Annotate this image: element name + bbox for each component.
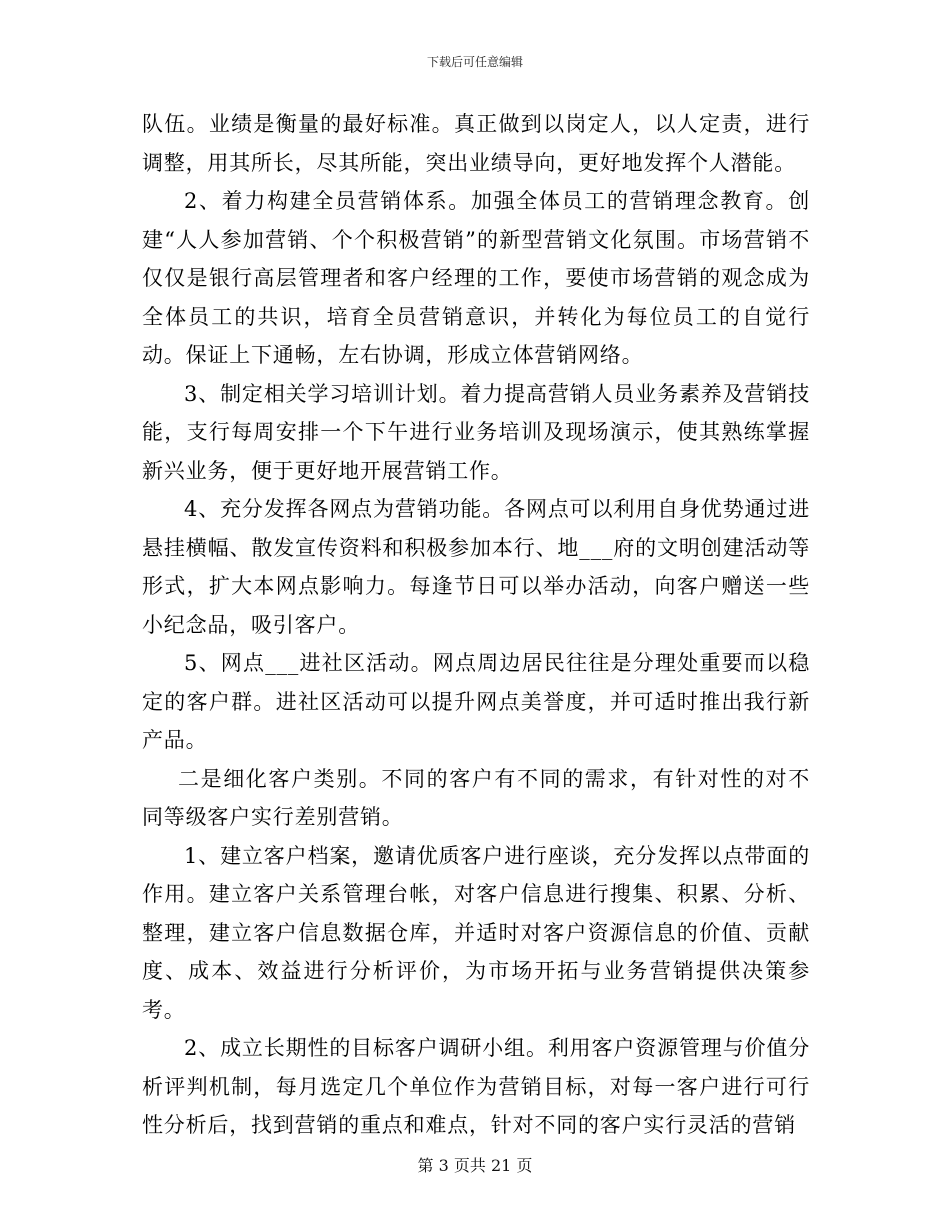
paragraph-4: 4、充分发挥各网点为营销功能。各网点可以利用自身优势通过进悬挂横幅、散发宣传资料和积极参加本行、地___府的文明创建活动等形式，扩大本网点影响力。每逢节日可以举办活动，向客户赠送一些小纪念品，吸引客户。 bbox=[142, 497, 810, 637]
paragraph-3: 3、制定相关学习培训计划。着力提高营销人员业务素养及营销技能，支行每周安排一个下午进行业务培训及现场演示，使其熟练掌握新兴业务，便于更好地开展营销工作。 bbox=[142, 381, 810, 483]
paragraph-6: 二是细化客户类别。不同的客户有不同的需求，有针对性的对不同等级客户实行差别营销。 bbox=[142, 766, 810, 829]
paragraph-8: 2、成立长期性的目标客户调研小组。利用客户资源管理与价值分析评判机制，每月选定几个单位作为营销目标，对每一客户进行可行性分析后，找到营销的重点和难点，针对不同的客户实行灵活的营销 bbox=[142, 1036, 810, 1137]
page-footer: 第 3 页共 21 页 bbox=[417, 1156, 533, 1175]
paragraph-1: 队伍。业绩是衡量的最好标准。真正做到以岗定人，以人定责，进行调整，用其所长，尽其所能，突出业绩导向，更好地发挥个人潜能。 bbox=[142, 112, 810, 175]
document-body bbox=[142, 105, 810, 1145]
paragraph-5: 5、网点___进社区活动。网点周边居民往往是分理处重要而以稳定的客户群。进社区活动可以提升网点美誉度，并可适时推出我行新产品。 bbox=[142, 651, 810, 752]
page-header: 下载后可任意编辑 bbox=[426, 55, 523, 69]
paragraph-7: 1、建立客户档案，邀请优质客户进行座谈，充分发挥以点带面的作用。建立客户关系管理台帐，对客户信息进行搜集、积累、分析、整理，建立客户信息数据仓库，并适时对客户资源信息的价值、贡献度、成本、效益进行分析评价，为市场开拓与业务营销提供决策参考。 bbox=[142, 843, 810, 1022]
paragraph-2: 2、着力构建全员营销体系。加强全体员工的营销理念教育。创建“人人参加营销、个个积极营销”的新型营销文化氛围。市场营销不仅仅是银行高层管理者和客户经理的工作，要使市场营销的观念成为全体员工的共识，培育全员营销意识，并转化为每位员工的自觉行动。保证上下通畅，左右协调，形成立体营销网络。 bbox=[142, 189, 810, 367]
